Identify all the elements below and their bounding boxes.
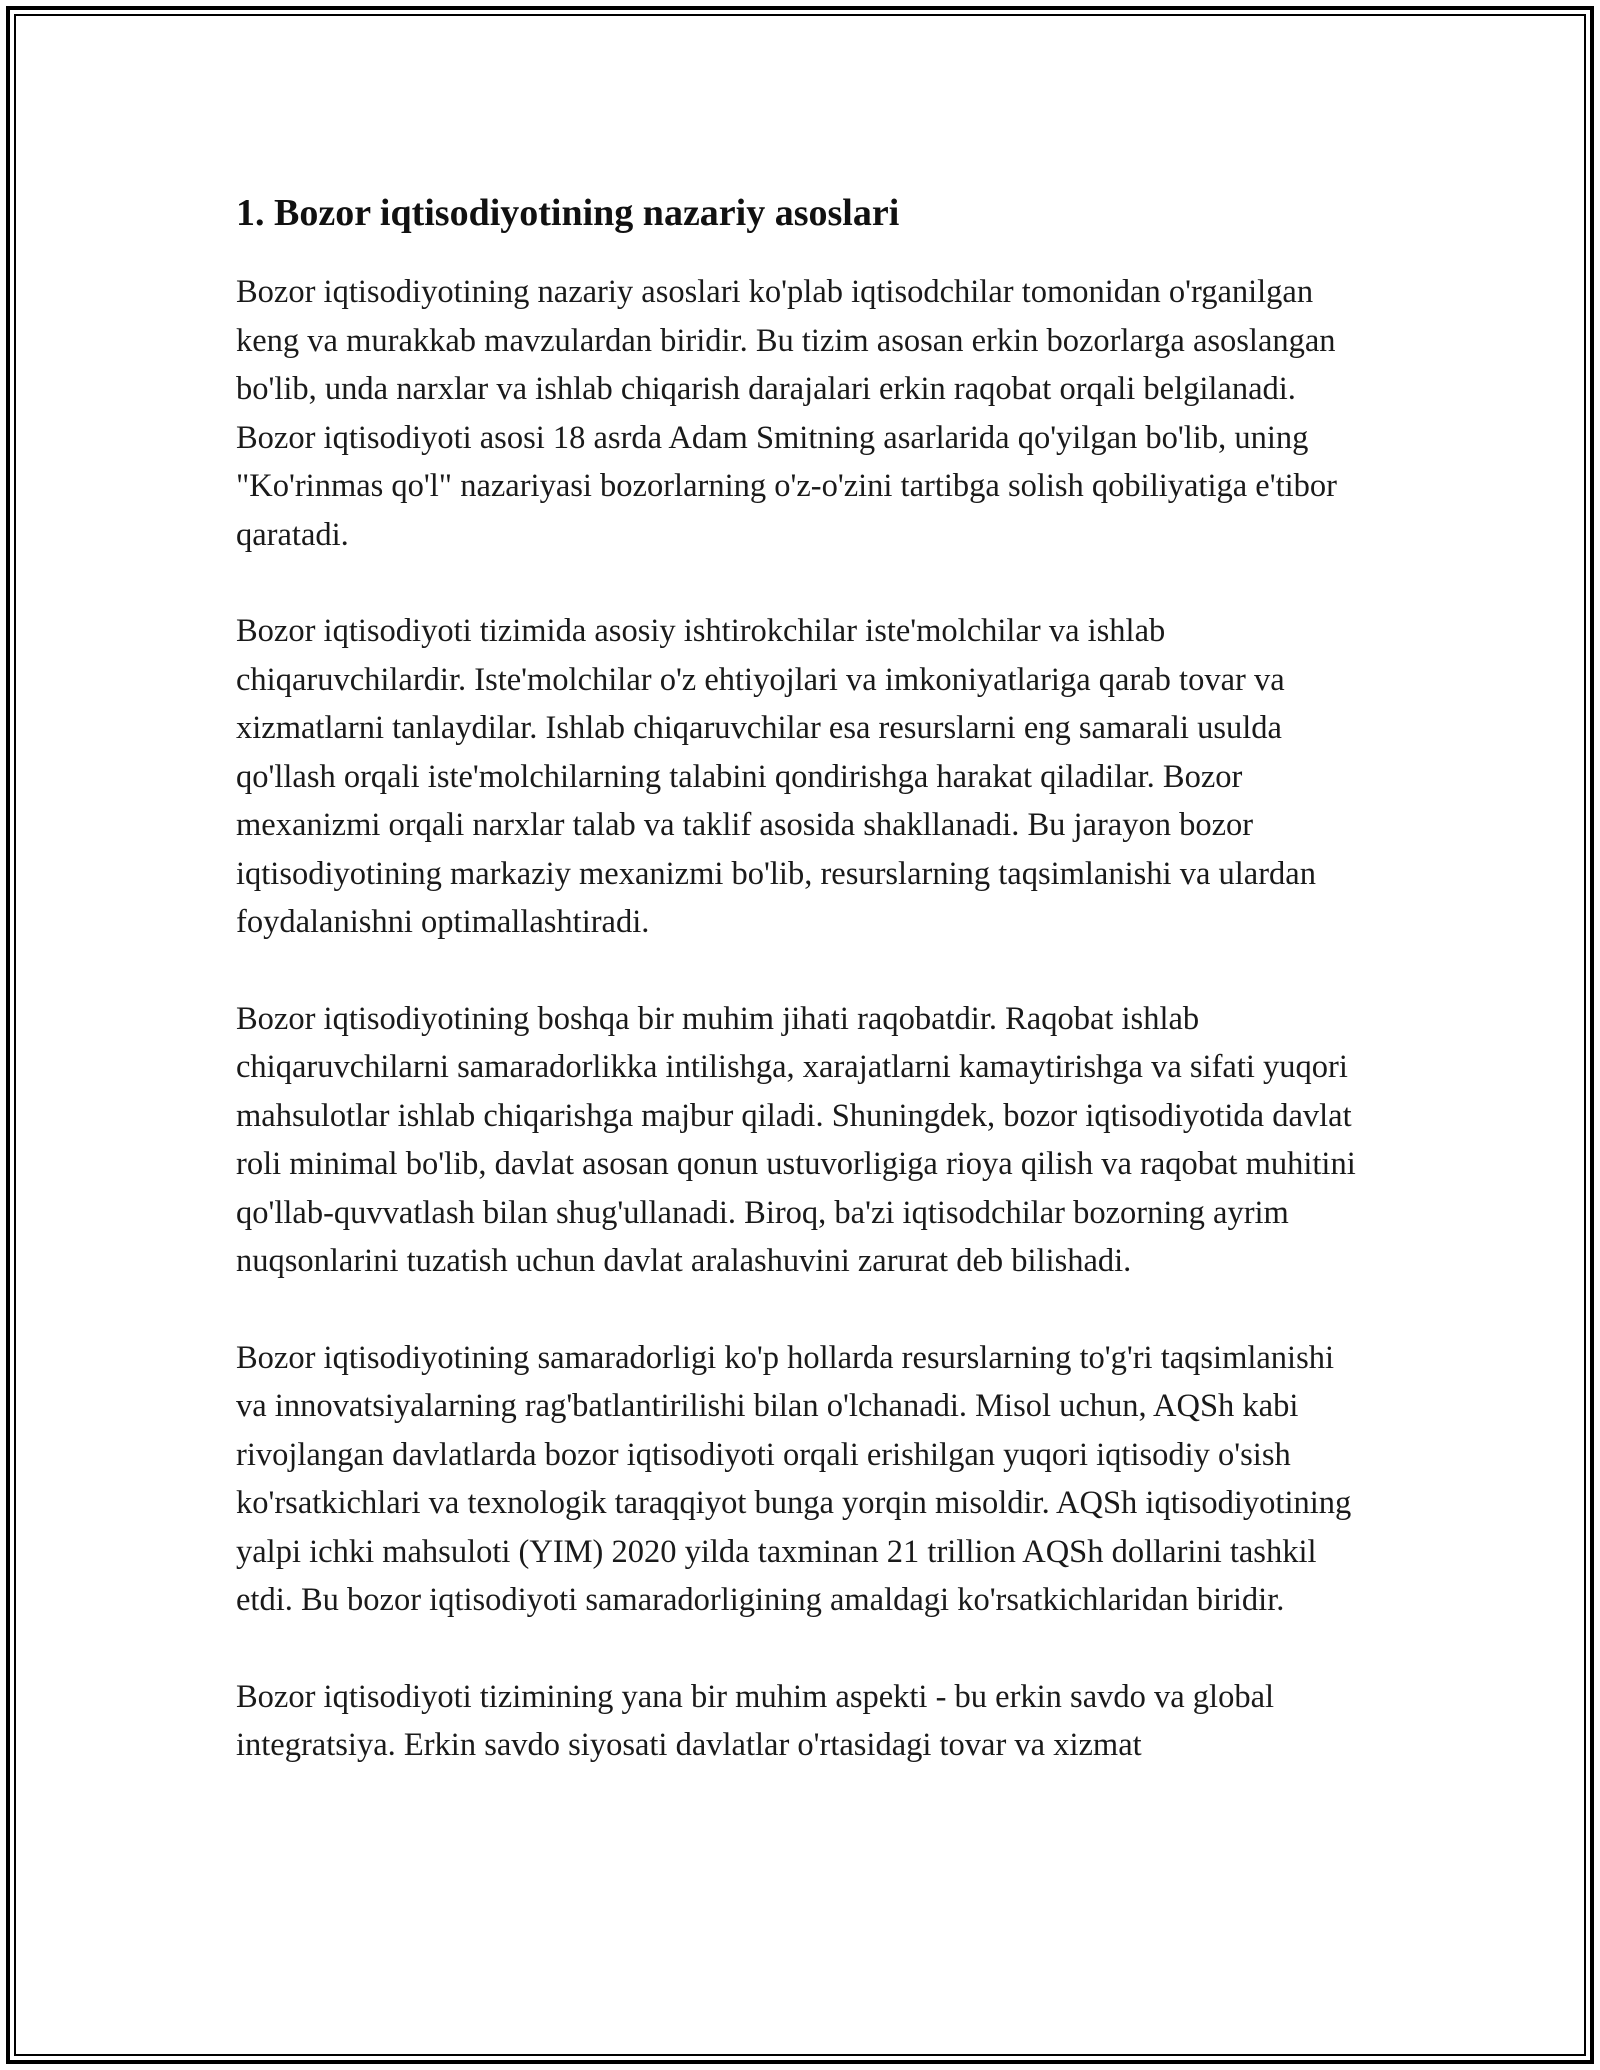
paragraph-competition: Bozor iqtisodiyotining boshqa bir muhim jihati raqobatdir. Raqobat ishlab chiqaruvchilarni samaradorlikka intilishga, xarajatlarni kamaytirishga va sifati yuqori mahsulotlar ishlab chiqarishga majbur qiladi. Shuningdek, bozor iqtisodiyotida davlat roli minimal bo'lib, davlat asosan qonun ustuvorligiga rioya qilish va raqobat muhitini qo'llab-quvvatlash bilan shug'ullanadi. Biroq, ba'zi iqtisodchilar bozorning ayrim nuqsonlarini tuzatish uchun davlat aralashuvini zarurat deb bilishadi. — [236, 1000, 1356, 1279]
section-heading: 1. Bozor iqtisodiyotining nazariy asoslari — [236, 192, 900, 234]
paragraph-efficiency: Bozor iqtisodiyotining samaradorligi ko'p hollarda resurslarning to'g'ri taqsimlanishi va innovatsiyalarning rag'batlantirilishi bilan o'lchanadi. Misol uchun, AQSh kabi rivojlangan davlatlarda bozor iqtisodiyoti orqali erishilgan yuqori iqtisodiy o'sish ko'rsatkichlari va texnologik taraqqiyot bunga yorqin misoldir. AQSh iqtisodiyotining yalpi ichki mahsuloti (YIM) 2020 yilda taxminan 21 trillion AQSh dollarini tashkil etdi. Bu bozor iqtisodiyoti samaradorligining amaldagi ko'rsatkichlaridan biridir. — [236, 1339, 1352, 1618]
paragraph-theory: Bozor iqtisodiyotining nazariy asoslari ko'plab iqtisodchilar tomonidan o'rganilgan keng va murakkab mavzulardan biridir. Bu tizim asosan erkin bozorlarga asoslangan bo'lib, unda narxlar va ishlab chiqarish darajalari erkin raqobat orqali belgilanadi. Bozor iqtisodiyoti asosi 18 asrda Adam Smitning asarlarida qo'yilgan bo'lib, uning "Ko'rinmas qo'l" nazariyasi bozorlarning o'z-o'zini tartibga solish qobiliyatiga e'tibor qaratadi. — [236, 274, 1337, 553]
paragraph-free-trade: Bozor iqtisodiyoti tizimining yana bir muhim aspekti - bu erkin savdo va global integratsiya. Erkin savdo siyosati davlatlar o'rtasidagi tovar va xizmat — [236, 1678, 1275, 1763]
paragraph-participants: Bozor iqtisodiyoti tizimida asosiy ishtirokchilar iste'molchilar va ishlab chiqaruvchilardir. Iste'molchilar o'z ehtiyojlari va imkoniyatlariga qarab tovar va xizmatlarni tanlaydilar. Ishlab chiqaruvchilar esa resurslarni eng samarali usulda qo'llash orqali iste'molchilarning talabini qondirishga harakat qiladilar. Bozor mexanizmi orqali narxlar talab va taklif asosida shakllanadi. Bu jarayon bozor iqtisodiyotining markaziy mexanizmi bo'lib, resurslarning taqsimlanishi va ulardan foydalanishni optimallashtiradi. — [236, 613, 1316, 940]
document-body — [236, 188, 1366, 1770]
